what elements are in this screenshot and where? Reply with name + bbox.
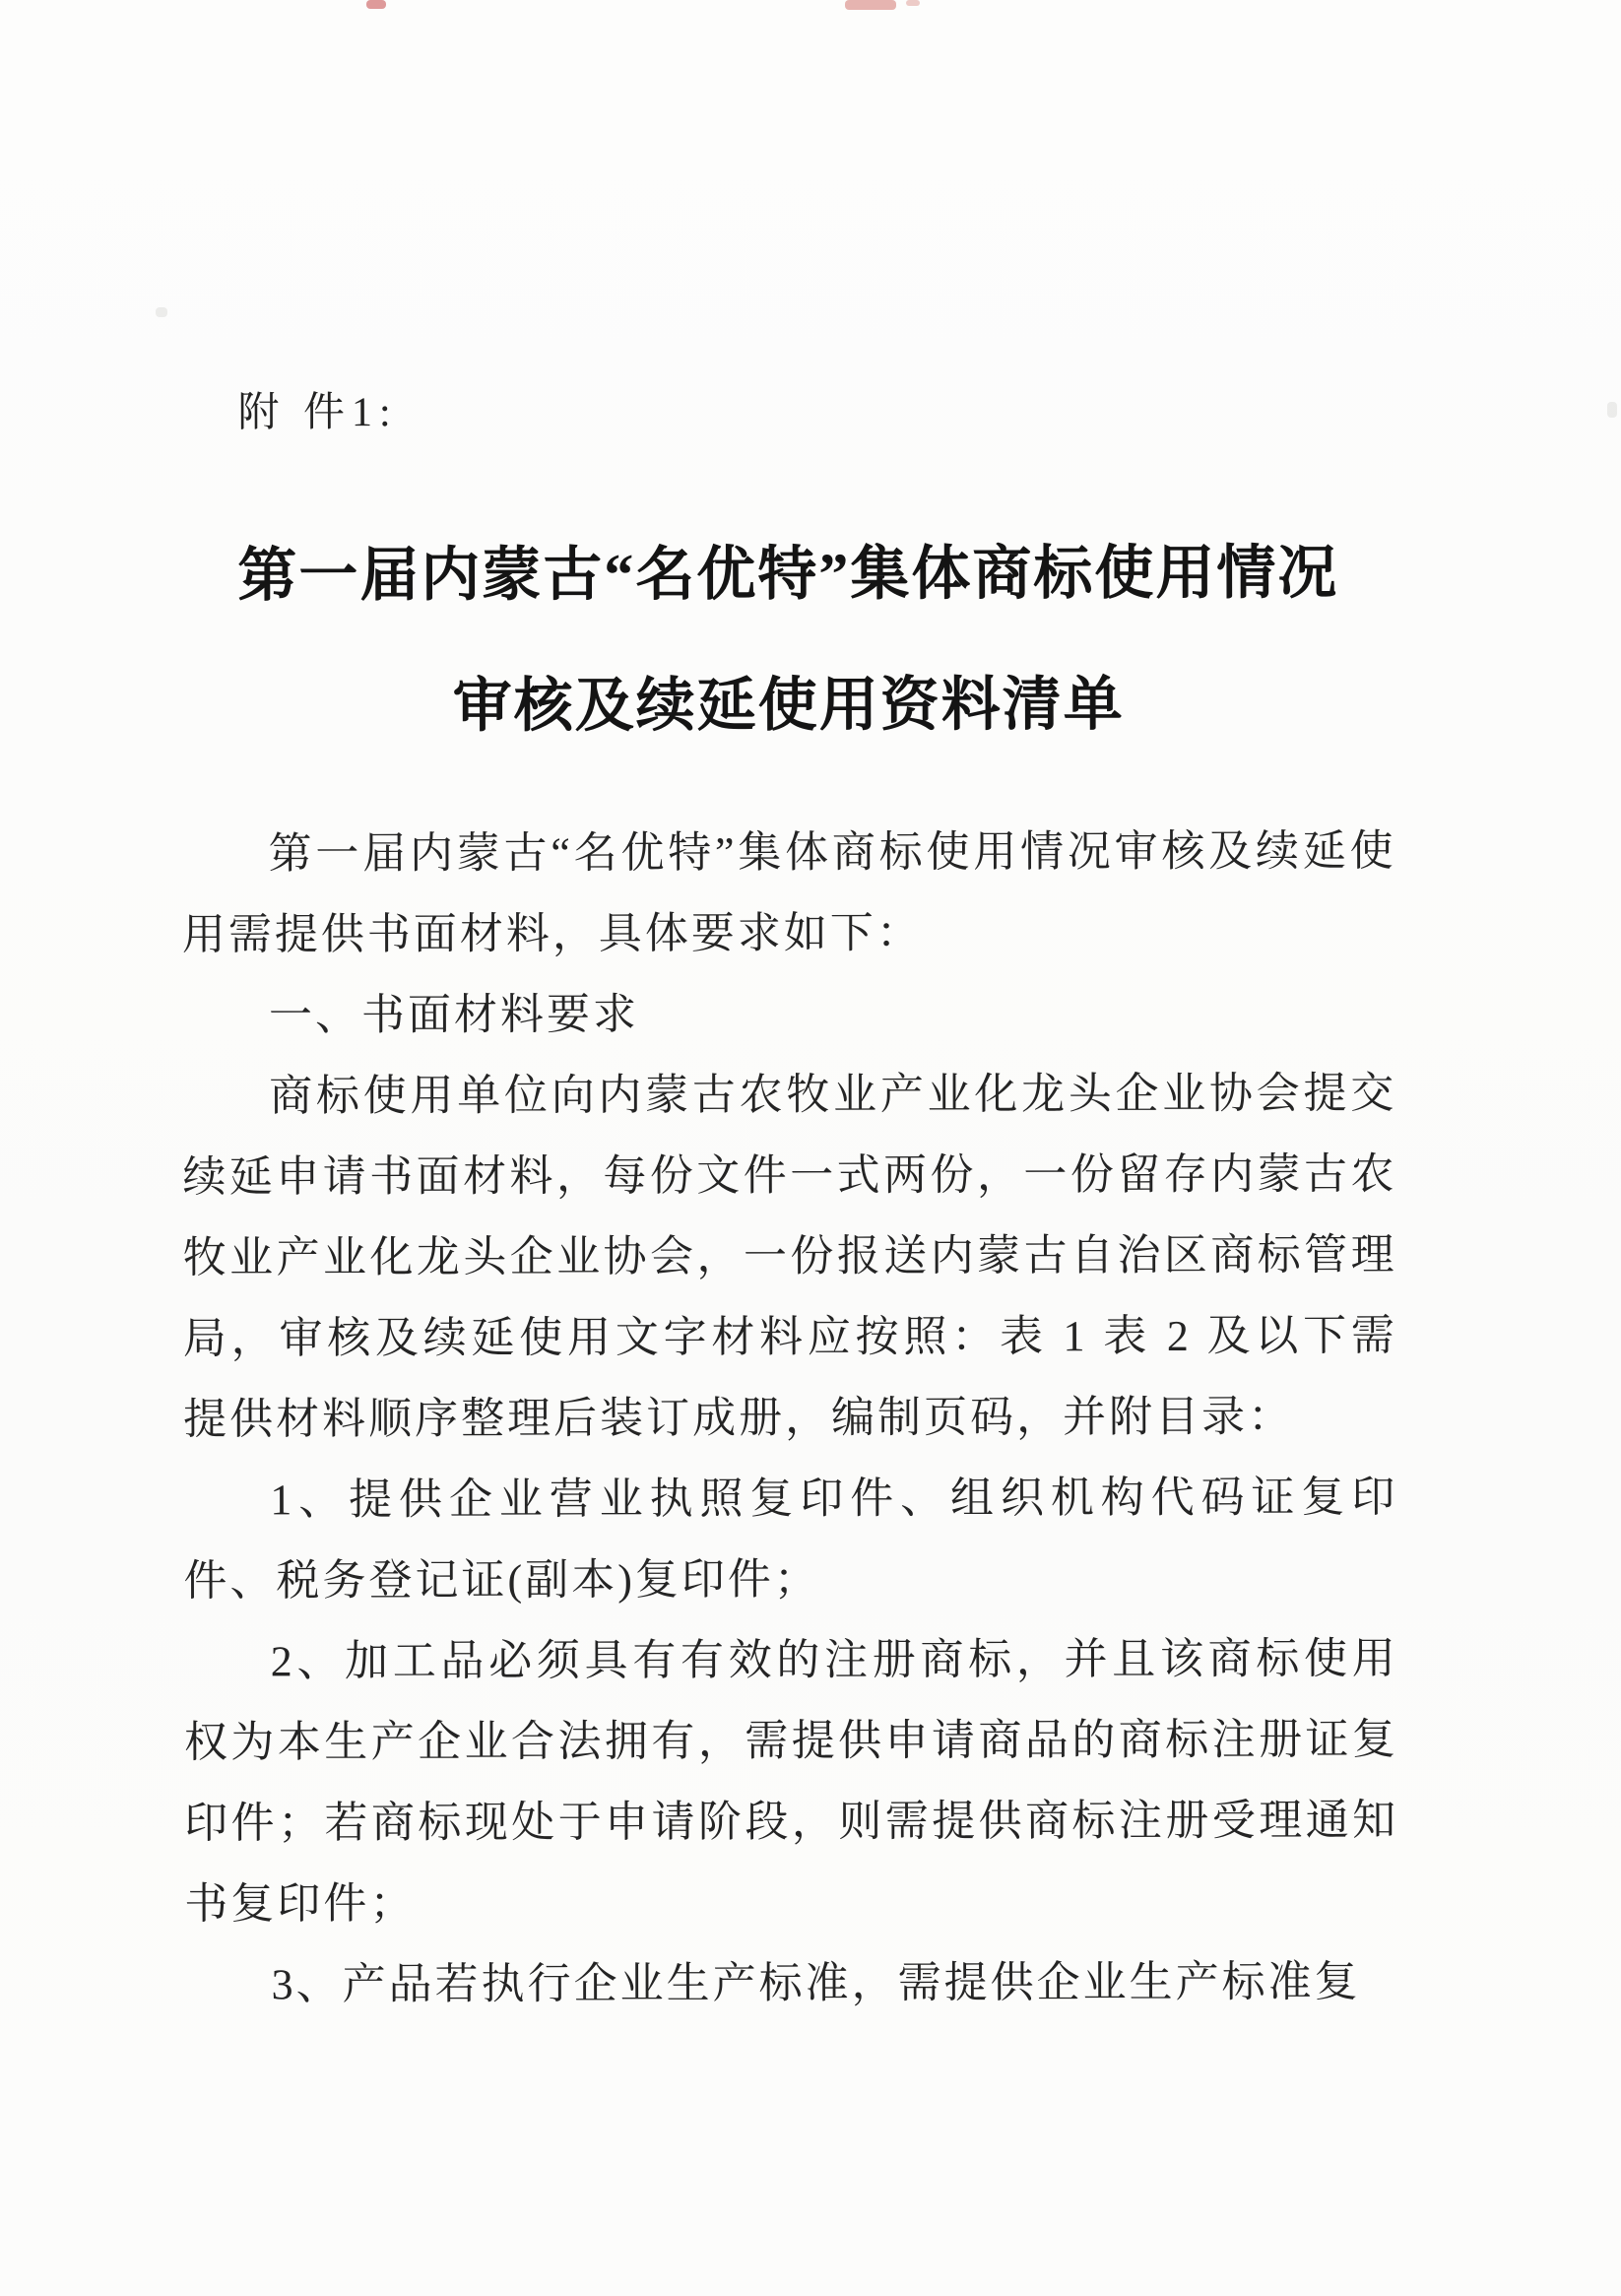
document-content — [179, 0, 1398, 2026]
scan-speck — [156, 307, 167, 317]
scan-speck — [1607, 402, 1617, 418]
document-title-line-1: 第一届内蒙古“名优特”集体商标使用情况 — [237, 540, 1339, 609]
list-item-3-production-standard: 3、产品若执行企业生产标准，需提供企业生产标准复 — [271, 1957, 1361, 2009]
paragraph-intro: 第一届内蒙古“名优特”集体商标使用情况审核及续延使用需提供书面材料，具体要求如下： — [181, 826, 1396, 959]
document-title-line-2: 审核及续延使用资料清单 — [452, 672, 1125, 739]
document-title — [181, 507, 1396, 772]
attachment-label: 附 件1: — [237, 390, 398, 436]
paragraph-submission-requirements: 商标使用单位向内蒙古农牧业产业化龙头企业协会提交续延申请书面材料，每份文件一式两份，一份留存内蒙古农牧业产业化龙头企业协会，一份报送内蒙古自治区商标管理局，审核及续延使用文字材料应按照：表 1 表 2 及以下需提供材料顺序整理后装订成册，编制页码，并附目录： — [182, 1069, 1397, 1444]
list-item-2-trademark-registration: 2、加工品必须具有有效的注册商标，并且该商标使用权为本生产企业合法拥有，需提供申请商品的商标注册证复印件；若商标现处于申请阶段，则需提供商标注册受理通知书复印件； — [183, 1634, 1399, 1929]
list-item-1-business-license: 1、提供企业营业执照复印件、组织机构代码证复印件、税务登记证(副本)复印件； — [183, 1473, 1398, 1606]
section-heading-written-materials: 一、书面材料要求 — [268, 990, 640, 1040]
document-body — [181, 811, 1398, 2025]
